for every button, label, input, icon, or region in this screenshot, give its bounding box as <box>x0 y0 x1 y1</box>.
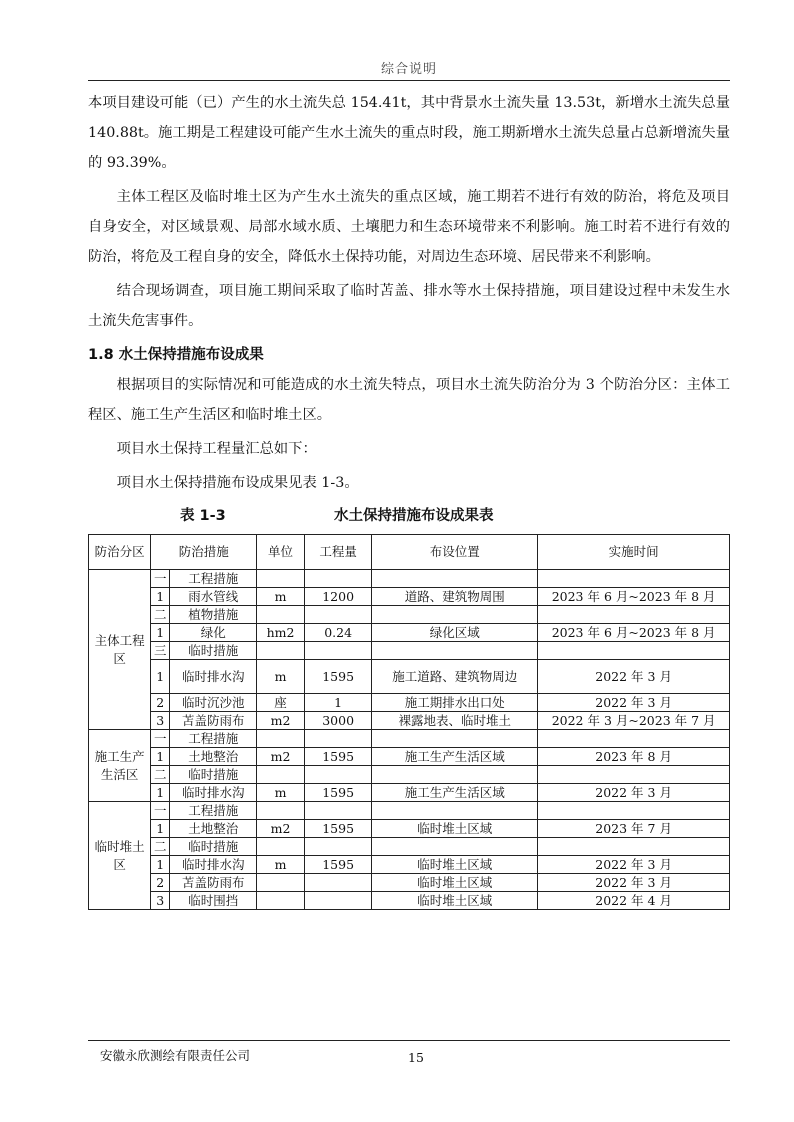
time: 2022 年 3 月 <box>538 784 730 802</box>
location: 施工期排水出口处 <box>372 694 538 712</box>
measure-name: 苫盖防雨布 <box>170 874 257 892</box>
zone-name: 主体工程区 <box>89 570 151 730</box>
header-time: 实施时间 <box>538 535 730 570</box>
time <box>538 606 730 624</box>
paragraph-site-survey: 结合现场调查，项目施工期间采取了临时苫盖、排水等水土保持措施，项目建设过程中未发生水土流失危害事件。 <box>88 283 730 329</box>
table-row <box>89 588 730 606</box>
table-row <box>89 570 730 588</box>
quantity <box>304 606 372 624</box>
quantity <box>304 802 372 820</box>
row-index: 二 <box>151 838 170 856</box>
location: 裸露地表、临时堆土 <box>372 712 538 730</box>
measure-name: 植物措施 <box>170 606 257 624</box>
measure-name: 临时围挡 <box>170 892 257 910</box>
time <box>538 766 730 784</box>
table-row <box>89 642 730 660</box>
measure-name: 临时排水沟 <box>170 784 257 802</box>
unit <box>257 642 305 660</box>
page-number: 15 <box>408 1050 424 1065</box>
table-caption <box>88 504 730 528</box>
quantity <box>304 766 372 784</box>
measure-name: 工程措施 <box>170 802 257 820</box>
zone-name: 施工生产生活区 <box>89 730 151 802</box>
paragraph-table-ref: 项目水土保持措施布设成果见表 1-3。 <box>116 475 359 491</box>
table-row <box>89 660 730 694</box>
location: 临时堆土区域 <box>372 892 538 910</box>
measure-name: 临时排水沟 <box>170 660 257 694</box>
measure-name: 临时措施 <box>170 838 257 856</box>
paragraph-key-areas: 主体工程区及临时堆土区为产生水土流失的重点区域，施工期若不进行有效的防治，将危及项目自身安全，对区域景观、局部水域水质、土壤肥力和生态环境带来不利影响。施工时若不进行有效的防治，将危及工程自身的安全，降低水土保持功能，对周边生态环境、居民带来不利影响。 <box>88 189 730 265</box>
time: 2023 年 8 月 <box>538 748 730 766</box>
quantity <box>304 892 372 910</box>
time: 2022 年 4 月 <box>538 892 730 910</box>
unit <box>257 892 305 910</box>
zone-name: 临时堆土区 <box>89 802 151 910</box>
measure-name: 临时排水沟 <box>170 856 257 874</box>
measure-name: 临时沉沙池 <box>170 694 257 712</box>
measure-name: 土地整治 <box>170 820 257 838</box>
location: 施工生产生活区域 <box>372 784 538 802</box>
unit <box>257 730 305 748</box>
quantity: 1200 <box>304 588 372 606</box>
quantity: 1595 <box>304 784 372 802</box>
header-unit: 单位 <box>257 535 305 570</box>
measure-name: 工程措施 <box>170 730 257 748</box>
unit <box>257 874 305 892</box>
unit: hm2 <box>257 624 305 642</box>
location <box>372 570 538 588</box>
row-index: 1 <box>151 856 170 874</box>
table-header-row <box>89 535 730 570</box>
location: 施工生产生活区域 <box>372 748 538 766</box>
quantity: 1595 <box>304 820 372 838</box>
row-index: 1 <box>151 660 170 694</box>
table-title: 水土保持措施布设成果表 <box>334 508 494 524</box>
time <box>538 802 730 820</box>
row-index: 2 <box>151 874 170 892</box>
row-index: 一 <box>151 802 170 820</box>
header-zone: 防治分区 <box>89 535 151 570</box>
row-index: 三 <box>151 642 170 660</box>
quantity: 3000 <box>304 712 372 730</box>
quantity: 0.24 <box>304 624 372 642</box>
table-row <box>89 766 730 784</box>
row-index: 1 <box>151 624 170 642</box>
body-text <box>88 88 730 502</box>
row-index: 3 <box>151 712 170 730</box>
header-quantity: 工程量 <box>304 535 372 570</box>
table-row <box>89 748 730 766</box>
unit <box>257 802 305 820</box>
time: 2022 年 3 月 <box>538 660 730 694</box>
row-index: 二 <box>151 766 170 784</box>
location: 临时堆土区域 <box>372 856 538 874</box>
measure-name: 雨水管线 <box>170 588 257 606</box>
time: 2023 年 6 月~2023 年 8 月 <box>538 588 730 606</box>
time: 2023 年 7 月 <box>538 820 730 838</box>
time: 2023 年 6 月~2023 年 8 月 <box>538 624 730 642</box>
unit: m <box>257 588 305 606</box>
time <box>538 570 730 588</box>
location <box>372 766 538 784</box>
running-header: 综合说明 <box>380 62 437 77</box>
location <box>372 730 538 748</box>
paragraph-soil-loss-total: 本项目建设可能（已）产生的水土流失总 154.41t，其中背景水土流失量 13.53t，新增水土流失总量 140.88t。施工期是工程建设可能产生水土流失的重点时段，施工期新增水土流失总量占总新增流失量的 93.39%。 <box>88 95 730 171</box>
table-row <box>89 606 730 624</box>
time: 2022 年 3 月~2023 年 7 月 <box>538 712 730 730</box>
row-index: 3 <box>151 892 170 910</box>
table-row <box>89 802 730 820</box>
location <box>372 838 538 856</box>
unit: m2 <box>257 820 305 838</box>
section-heading: 1.8 水土保持措施布设成果 <box>88 347 264 363</box>
quantity: 1 <box>304 694 372 712</box>
row-index: 1 <box>151 820 170 838</box>
quantity: 1595 <box>304 660 372 694</box>
unit: m2 <box>257 712 305 730</box>
table-row <box>89 820 730 838</box>
time: 2022 年 3 月 <box>538 856 730 874</box>
table-row <box>89 838 730 856</box>
table-row <box>89 874 730 892</box>
time: 2022 年 3 月 <box>538 874 730 892</box>
time: 2022 年 3 月 <box>538 694 730 712</box>
row-index: 1 <box>151 748 170 766</box>
time <box>538 642 730 660</box>
unit <box>257 838 305 856</box>
header-measure: 防治措施 <box>151 535 257 570</box>
unit: 座 <box>257 694 305 712</box>
location <box>372 606 538 624</box>
footer-rule <box>88 1040 730 1041</box>
quantity <box>304 570 372 588</box>
quantity: 1595 <box>304 748 372 766</box>
measure-name: 工程措施 <box>170 570 257 588</box>
row-index: 二 <box>151 606 170 624</box>
location: 绿化区域 <box>372 624 538 642</box>
table-row <box>89 892 730 910</box>
location: 临时堆土区域 <box>372 820 538 838</box>
unit <box>257 606 305 624</box>
table-number: 表 1-3 <box>180 508 226 524</box>
unit: m2 <box>257 748 305 766</box>
time <box>538 730 730 748</box>
table-row <box>89 694 730 712</box>
measure-name: 临时措施 <box>170 766 257 784</box>
location: 施工道路、建筑物周边 <box>372 660 538 694</box>
paragraph-zones: 根据项目的实际情况和可能造成的水土流失特点，项目水土流失防治分为 3 个防治分区：主体工程区、施工生产生活区和临时堆土区。 <box>88 377 730 423</box>
footer-company: 安徽永欣测绘有限责任公司 <box>100 1048 251 1063</box>
measures-table <box>88 534 730 910</box>
quantity <box>304 838 372 856</box>
header-rule <box>88 80 730 81</box>
measure-name: 绿化 <box>170 624 257 642</box>
row-index: 2 <box>151 694 170 712</box>
measure-name: 临时措施 <box>170 642 257 660</box>
location <box>372 642 538 660</box>
unit <box>257 570 305 588</box>
row-index: 一 <box>151 570 170 588</box>
paragraph-summary-intro: 项目水土保持工程量汇总如下： <box>116 441 317 457</box>
row-index: 1 <box>151 784 170 802</box>
table-row <box>89 856 730 874</box>
quantity <box>304 730 372 748</box>
quantity <box>304 874 372 892</box>
unit: m <box>257 856 305 874</box>
table-row <box>89 730 730 748</box>
unit <box>257 766 305 784</box>
measure-name: 土地整治 <box>170 748 257 766</box>
unit: m <box>257 784 305 802</box>
quantity <box>304 642 372 660</box>
row-index: 1 <box>151 588 170 606</box>
location <box>372 802 538 820</box>
table-row <box>89 784 730 802</box>
location: 道路、建筑物周围 <box>372 588 538 606</box>
row-index: 一 <box>151 730 170 748</box>
time <box>538 838 730 856</box>
table-body <box>89 570 730 910</box>
header-location: 布设位置 <box>372 535 538 570</box>
measure-name: 苫盖防雨布 <box>170 712 257 730</box>
table-row <box>89 712 730 730</box>
unit: m <box>257 660 305 694</box>
quantity: 1595 <box>304 856 372 874</box>
table-row <box>89 624 730 642</box>
location: 临时堆土区域 <box>372 874 538 892</box>
